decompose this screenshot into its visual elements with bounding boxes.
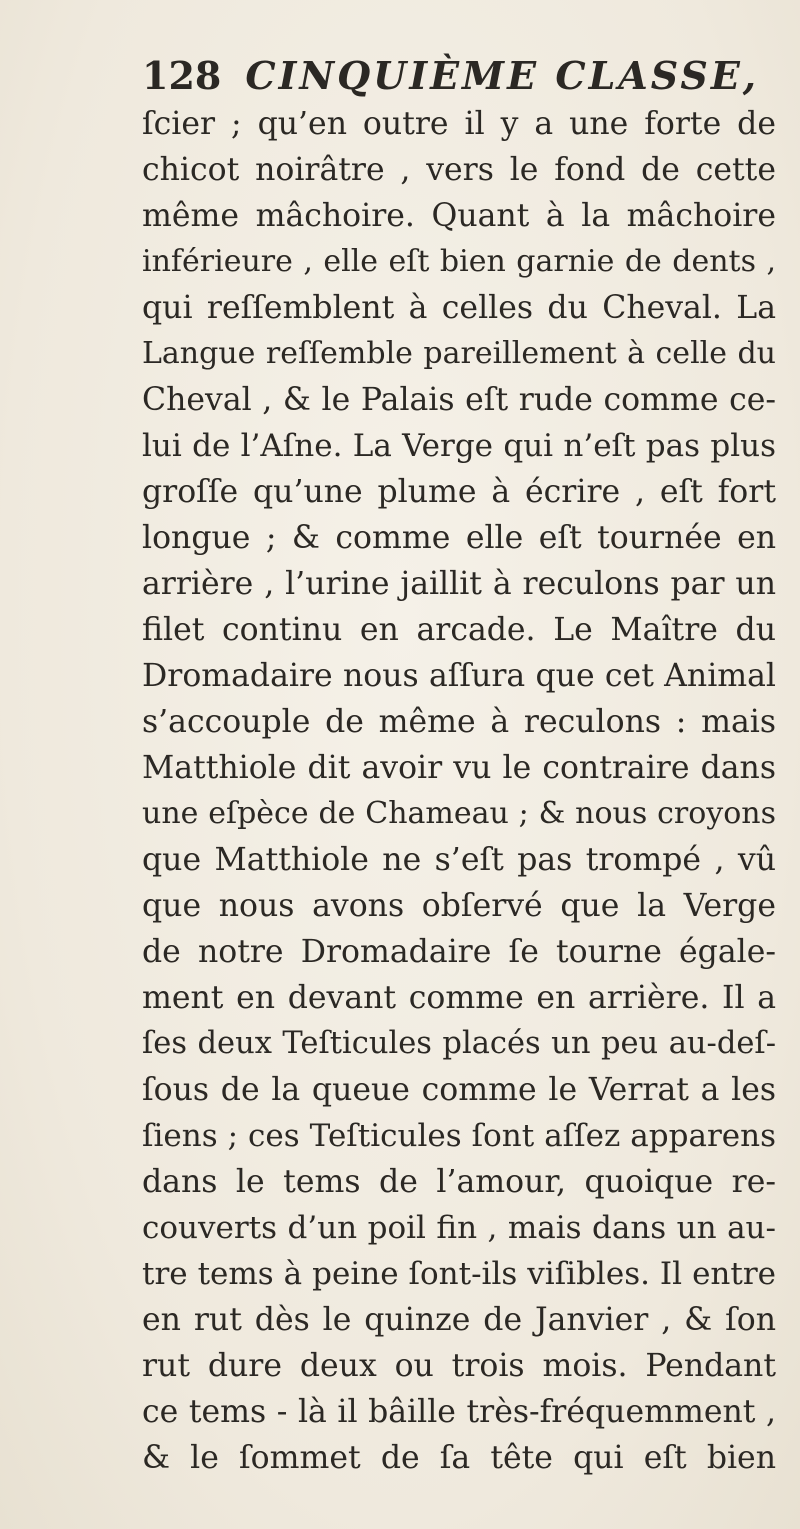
- running-head: [142, 48, 782, 104]
- text-line: chicot noirâtre , vers le fond de cette: [142, 152, 776, 188]
- text-line: en rut dès le quinze de Janvier , & ſon: [142, 1302, 776, 1338]
- text-line: ſous de la queue comme le Verrat a les: [142, 1072, 776, 1108]
- text-line: ment en devant comme en arrière. Il a: [142, 980, 776, 1016]
- text-line: de notre Dromadaire ſe tourne égale-: [142, 934, 776, 970]
- text-line: ſes deux Teſticules placés un peu au-deſ-: [142, 1026, 776, 1061]
- text-line: longue ; & comme elle eſt tournée en: [142, 520, 776, 556]
- text-line: même mâchoire. Quant à la mâchoire: [142, 198, 776, 234]
- text-line: couverts d’un poil fin , mais dans un au-: [142, 1210, 776, 1246]
- text-line: arrière , l’urine jaillit à reculons par un: [142, 566, 776, 602]
- text-line: ce tems - là il bâille très-fréquemment ,: [142, 1394, 776, 1430]
- text-line: lui de l’Aſne. La Verge qui n’eſt pas plus: [142, 428, 776, 464]
- text-line: filet continu en arcade. Le Maître du: [142, 612, 776, 648]
- text-line: une eſpèce de Chameau ; & nous croyons: [142, 796, 776, 831]
- text-line: ſcier ; qu’en outre il y a une forte de: [142, 106, 776, 142]
- text-line: & le ſommet de ſa tête qui eſt bien: [142, 1440, 776, 1476]
- text-line: inférieure , elle eſt bien garnie de dents ,: [142, 244, 776, 279]
- text-line: Dromadaire nous aſſura que cet Animal: [142, 658, 776, 694]
- text-line: rut dure deux ou trois mois. Pendant: [142, 1348, 776, 1384]
- text-line: groſſe qu’une plume à écrire , eſt fort: [142, 474, 776, 510]
- text-line: dans le tems de l’amour, quoique re-: [142, 1164, 776, 1200]
- page-number: 128: [142, 53, 222, 98]
- chapter-title: CINQUIÈME CLASSE,: [245, 53, 760, 98]
- text-line: que nous avons obſervé que la Verge: [142, 888, 776, 924]
- text-line: tre tems à peine ſont-ils viſibles. Il entre: [142, 1256, 776, 1292]
- text-line: s’accouple de même à reculons : mais: [142, 704, 776, 740]
- text-line: qui reſſemblent à celles du Cheval. La: [142, 290, 776, 326]
- text-line: Cheval , & le Palais eſt rude comme ce-: [142, 382, 776, 418]
- text-line: que Matthiole ne s’eſt pas trompé , vû: [142, 842, 776, 878]
- text-line: Langue reſſemble pareillement à celle du: [142, 336, 776, 371]
- text-line: Matthiole dit avoir vu le contraire dans: [142, 750, 776, 786]
- text-line: ſiens ; ces Teſticules ſont aſſez apparens: [142, 1118, 776, 1154]
